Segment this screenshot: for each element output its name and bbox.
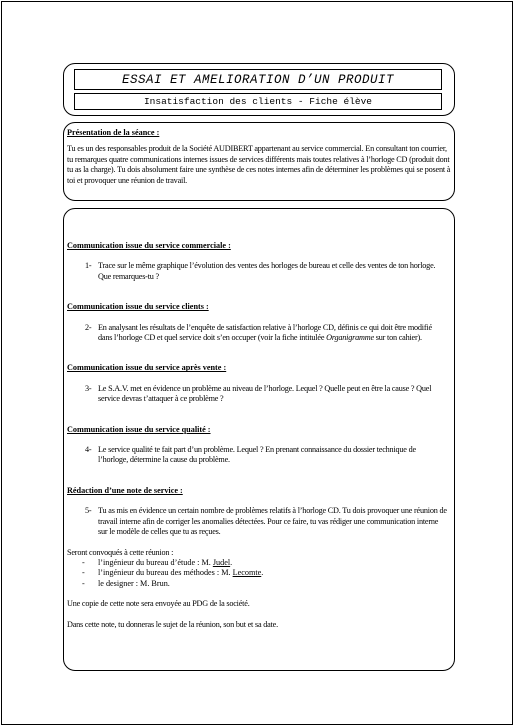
task-item	[67, 261, 453, 282]
task-text: Le service qualité te fait part d’un problème. Lequel ? En prenant connaissance du dossier technique de l’horloge, détermine la cause du problème.	[98, 445, 416, 465]
task-text: En analysant les résultats de l’enquête de satisfaction relative à l’horloge CD, définis ce qui doit être modifié dans l’horloge CD et quel service doit s’en occuper (voir la fiche intitulée	[98, 322, 432, 343]
section-commercial	[67, 241, 453, 282]
task-item	[67, 506, 453, 537]
attendee-name: Lecomte	[232, 568, 262, 578]
section-clients	[67, 302, 453, 343]
document-title: ESSAI ET AMELIORATION D’UN PRODUIT	[74, 69, 442, 90]
document-subtitle: Insatisfaction des clients - Fiche élève	[74, 93, 442, 110]
task-number: 2-	[85, 322, 92, 332]
task-text: Tu as mis en évidence un certain nombre de problèmes relatifs à l’horloge CD. Tu dois provoquer une réunion de travail interne afin de corriger les anomalies détectées. Pour ce faire, tu vas rédiger une communication interne sur le modèle de celles que tu as reçues.	[98, 506, 447, 537]
attendee-name: Judel	[212, 557, 231, 567]
task-text-italic: Organigramme	[326, 333, 374, 343]
section-note-de-service	[67, 486, 453, 538]
task-item	[67, 384, 453, 405]
section-heading: Communication issue du service commerciale :	[67, 241, 231, 250]
task-text: Le S.A.V. met en évidence un problème au niveau de l’horloge. Lequel ? Quelle peut en être la cause ? Quel service devras t’attaquer à ce problème ?	[98, 383, 432, 404]
task-text-end: sur ton cahier).	[373, 333, 422, 343]
attendee-item: - le designer : M. Brun.	[82, 578, 170, 588]
task-text: Trace sur le même graphique l’évolution des ventes des horloges de bureau et celle des ventes de ton horloge. Que remarques-tu ?	[98, 261, 436, 281]
intro-heading: Présentation de la séance :	[67, 128, 160, 137]
attendee-list	[67, 558, 453, 589]
main-panel	[63, 208, 455, 671]
task-item	[67, 445, 453, 466]
intro-panel	[63, 122, 455, 201]
task-number: 1-	[85, 261, 92, 271]
title-panel	[63, 63, 455, 116]
section-apres-vente	[67, 363, 453, 404]
section-heading: Communication issue du service clients :	[67, 302, 209, 312]
task-number: 4-	[85, 445, 92, 455]
task-number: 5-	[85, 506, 92, 516]
final-note: Dans cette note, tu donneras le sujet de la réunion, son but et sa date.	[67, 619, 278, 629]
intro-text: Tu es un des responsables produit de la Société AUDIBERT appartenant au service commercial. En consultant ton courrier, tu remarques quatre communications internes issues de services différents mais toutes relatives à l’horloge CD (produit dont tu as la charge). Tu dois absolument faire une synthèse de ces notes internes afin de déterminer les problèmes qui se posent à toi et provoquer une réunion de travail.	[67, 144, 451, 185]
section-heading: Communication issue du service qualité :	[67, 424, 211, 434]
task-item	[67, 323, 453, 344]
section-heading: Rédaction d’une note de service :	[67, 485, 183, 495]
task-number: 3-	[85, 383, 92, 393]
section-heading: Communication issue du service après vente :	[67, 363, 227, 373]
attendee-item: - l’ingénieur du bureau des méthodes : M. Lecomte.	[82, 568, 264, 578]
section-qualite	[67, 425, 453, 466]
copy-note: Une copie de cette note sera envoyée au PDG de la société.	[67, 599, 250, 609]
convocation-intro: Seront convoqués à cette réunion :	[67, 547, 174, 557]
attendee-item: - l’ingénieur du bureau d’étude : M. Judel.	[82, 557, 233, 567]
